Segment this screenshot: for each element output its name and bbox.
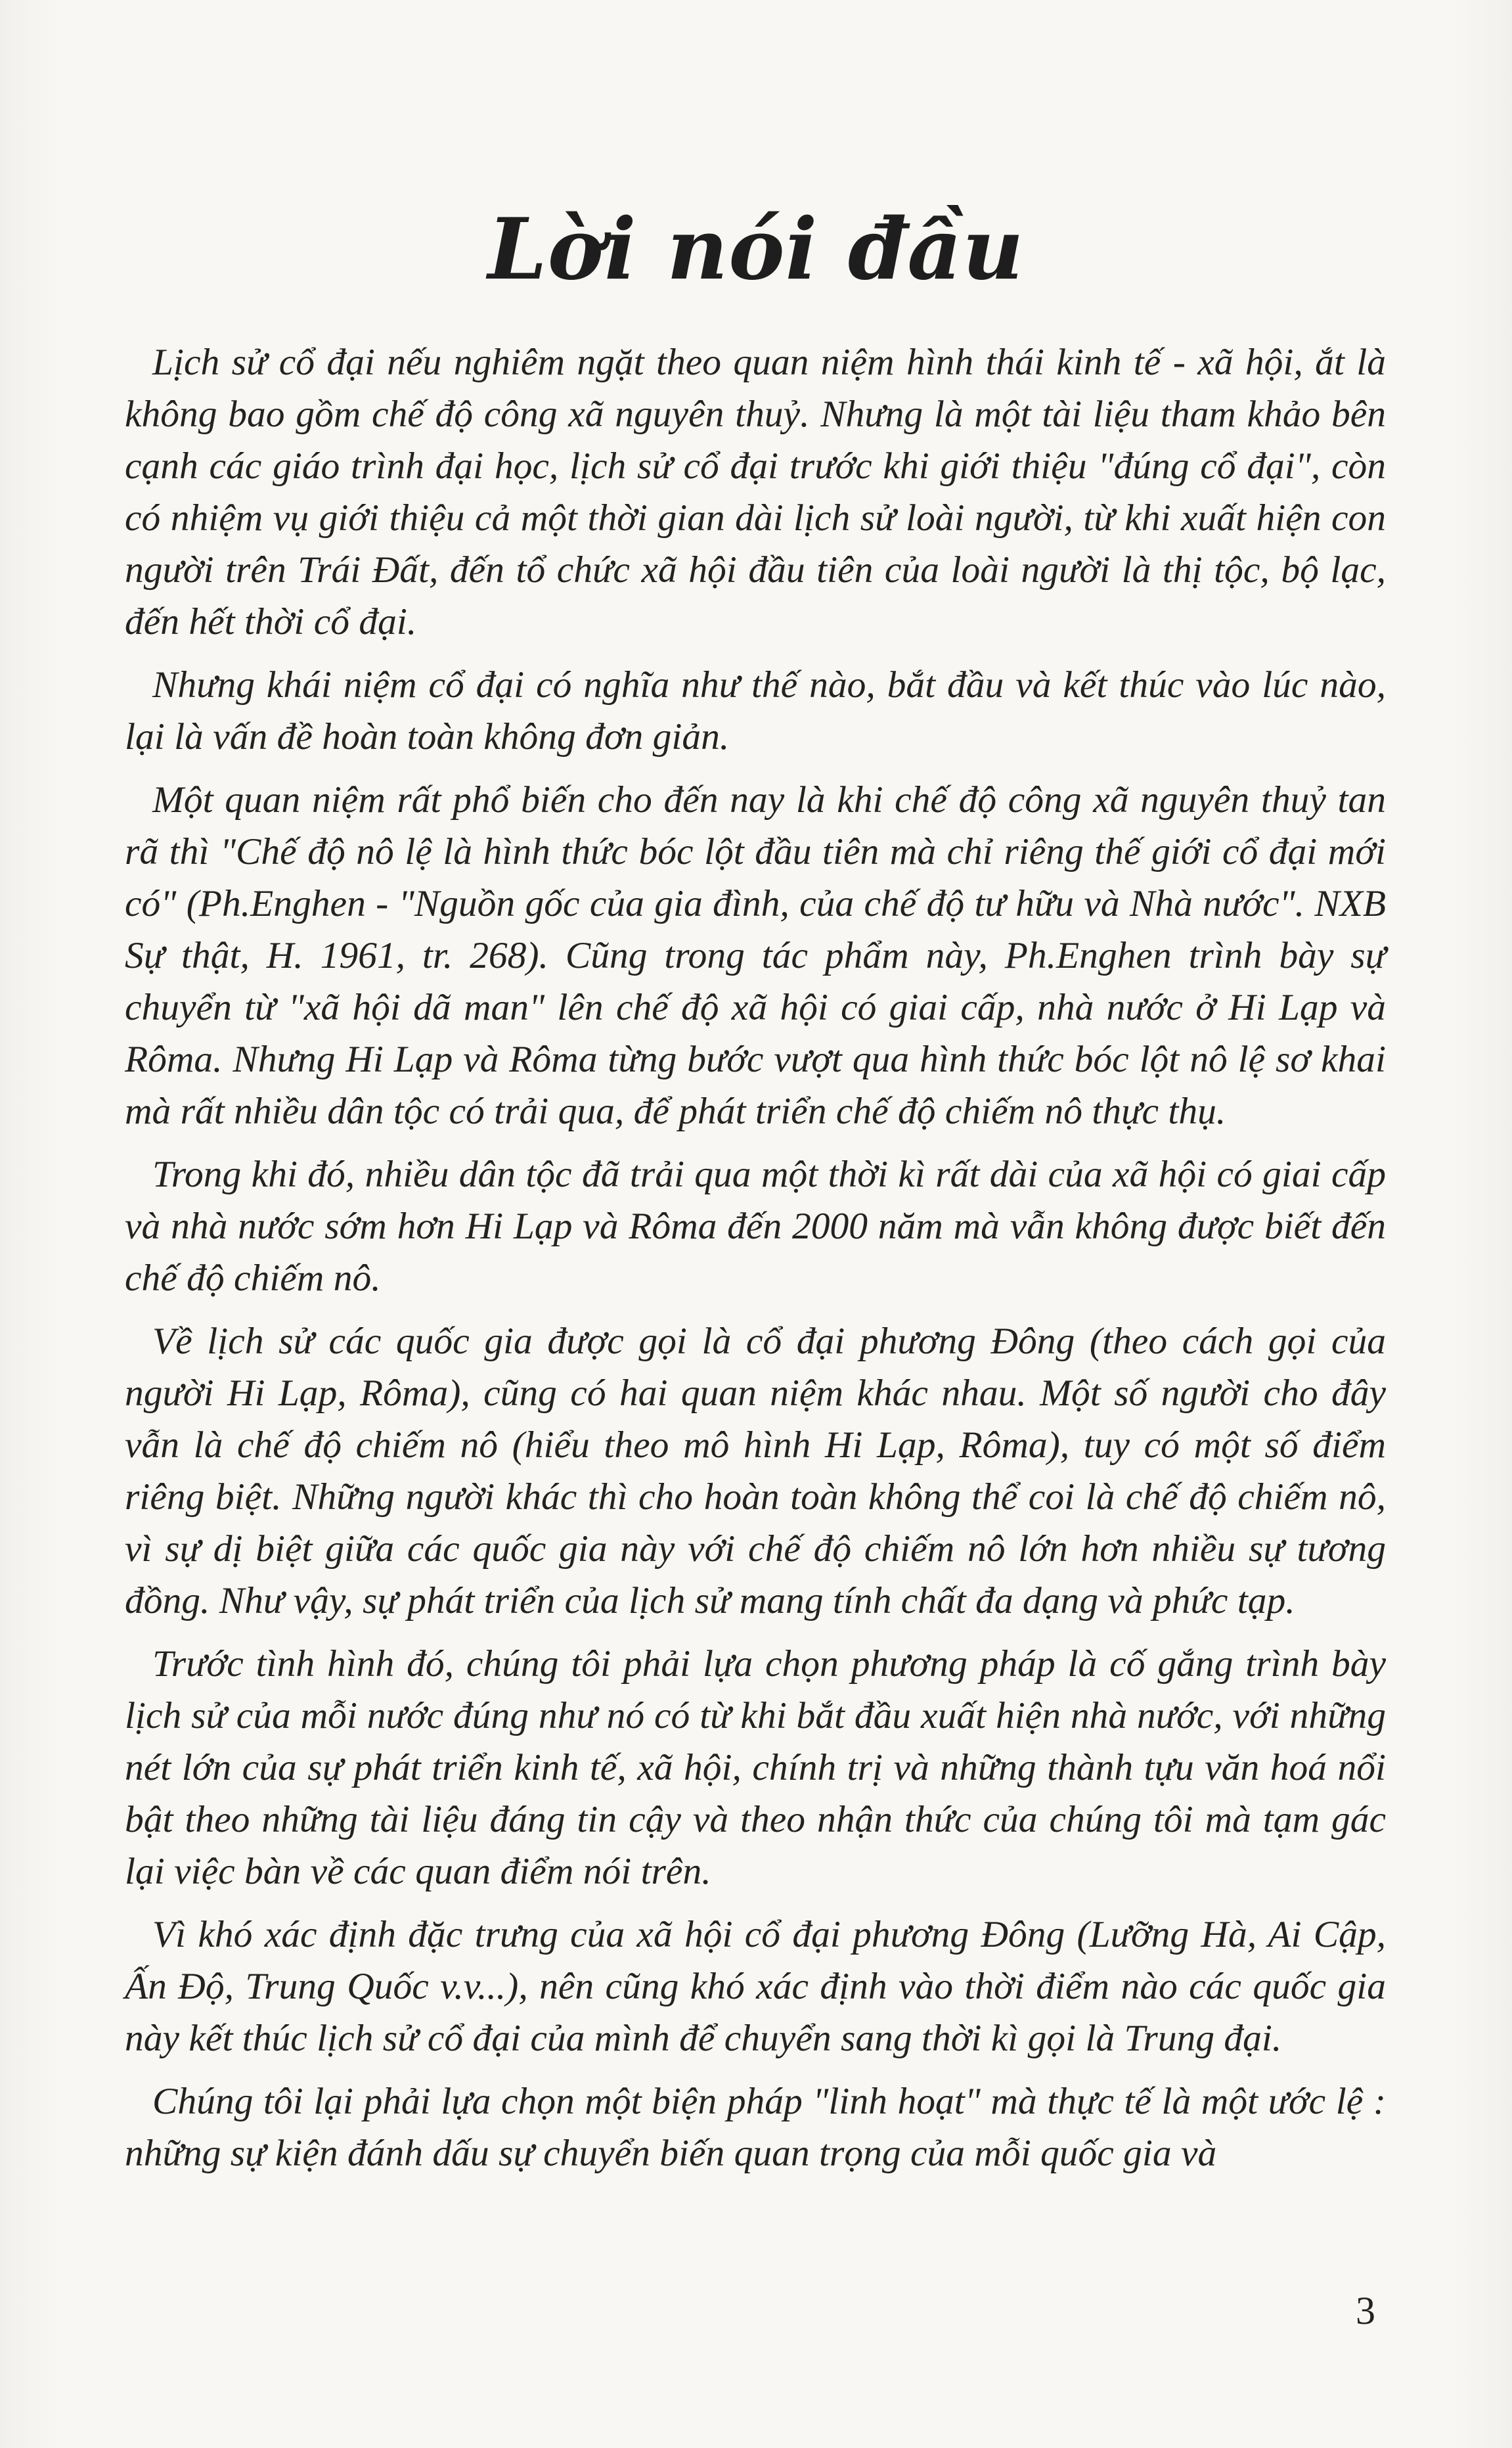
paragraph: Nhưng khái niệm cổ đại có nghĩa như thế nào, bắt đầu và kết thúc vào lúc nào, lại là vấn đề hoàn toàn không đơn giản. xyxy=(125,664,1386,758)
paragraph: Chúng tôi lại phải lựa chọn một biện pháp "linh hoạt" mà thực tế là một ước lệ : những sự kiện đánh dấu sự chuyển biến quan trọng của mỗi quốc gia và xyxy=(125,2081,1386,2174)
paragraph: Trong khi đó, nhiều dân tộc đã trải qua một thời kì rất dài của xã hội có giai cấp và nhà nước sớm hơn Hi Lạp và Rôma đến 2000 năm mà vẫn không được biết đến chế độ chiếm nô. xyxy=(125,1154,1386,1299)
paragraph: Vì khó xác định đặc trưng của xã hội cổ đại phương Đông (Lưỡng Hà, Ai Cập, Ấn Độ, Trung Quốc v.v...), nên cũng khó xác định vào thời điểm nào các quốc gia này kết thúc lịch sử cổ đại của mình để chuyển sang thời kì gọi là Trung đại. xyxy=(125,1914,1386,2059)
page-number: 3 xyxy=(1356,2289,1375,2332)
page-title: Lời nói đầu xyxy=(487,200,1025,299)
paragraph: Lịch sử cổ đại nếu nghiêm ngặt theo quan niệm hình thái kinh tế - xã hội, ắt là không bao gồm chế độ công xã nguyên thuỷ. Nhưng là một tài liệu tham khảo bên cạnh các giáo trình đại học, lịch sử cổ đại trước khi giới thiệu "đúng cổ đại", còn có nhiệm vụ giới thiệu cả một thời gian dài lịch sử loài người, từ khi xuất hiện con người trên Trái Đất, đến tổ chức xã hội đầu tiên của loài người là thị tộc, bộ lạc, đến hết thời cổ đại. xyxy=(125,342,1386,643)
paragraph: Một quan niệm rất phổ biến cho đến nay là khi chế độ công xã nguyên thuỷ tan rã thì "Chế độ nô lệ là hình thức bóc lột đầu tiên mà chỉ riêng thế giới cổ đại mới có" (Ph.Enghen - "Nguồn gốc của gia đình, của chế độ tư hữu và Nhà nước". NXB Sự thật, H. 1961, tr. 268). Cũng trong tác phẩm này, Ph.Enghen trình bày sự chuyển từ "xã hội dã man" lên chế độ xã hội có giai cấp, nhà nước ở Hi Lạp và Rôma. Nhưng Hi Lạp và Rôma từng bước vượt qua hình thức bóc lột nô lệ sơ khai mà rất nhiều dân tộc có trải qua, để phát triển chế độ chiếm nô thực thụ. xyxy=(125,779,1386,1132)
paragraph: Trước tình hình đó, chúng tôi phải lựa chọn phương pháp là cố gắng trình bày lịch sử của mỗi nước đúng như nó có từ khi bắt đầu xuất hiện nhà nước, với những nét lớn của sự phát triển kinh tế, xã hội, chính trị và những thành tựu văn hoá nổi bật theo những tài liệu đáng tin cậy và theo nhận thức của chúng tôi mà tạm gác lại việc bàn về các quan điểm nói trên. xyxy=(125,1643,1386,1892)
body-text xyxy=(125,336,1386,2190)
paragraph: Về lịch sử các quốc gia được gọi là cổ đại phương Đông (theo cách gọi của người Hi Lạp, Rôma), cũng có hai quan niệm khác nhau. Một số người cho đây vẫn là chế độ chiếm nô (hiểu theo mô hình Hi Lạp, Rôma), tuy có một số điểm riêng biệt. Những người khác thì cho hoàn toàn không thể coi là chế độ chiếm nô, vì sự dị biệt giữa các quốc gia này với chế độ chiếm nô lớn hơn nhiều sự tương đồng. Như vậy, sự phát triển của lịch sử mang tính chất đa dạng và phức tạp. xyxy=(125,1321,1386,1621)
